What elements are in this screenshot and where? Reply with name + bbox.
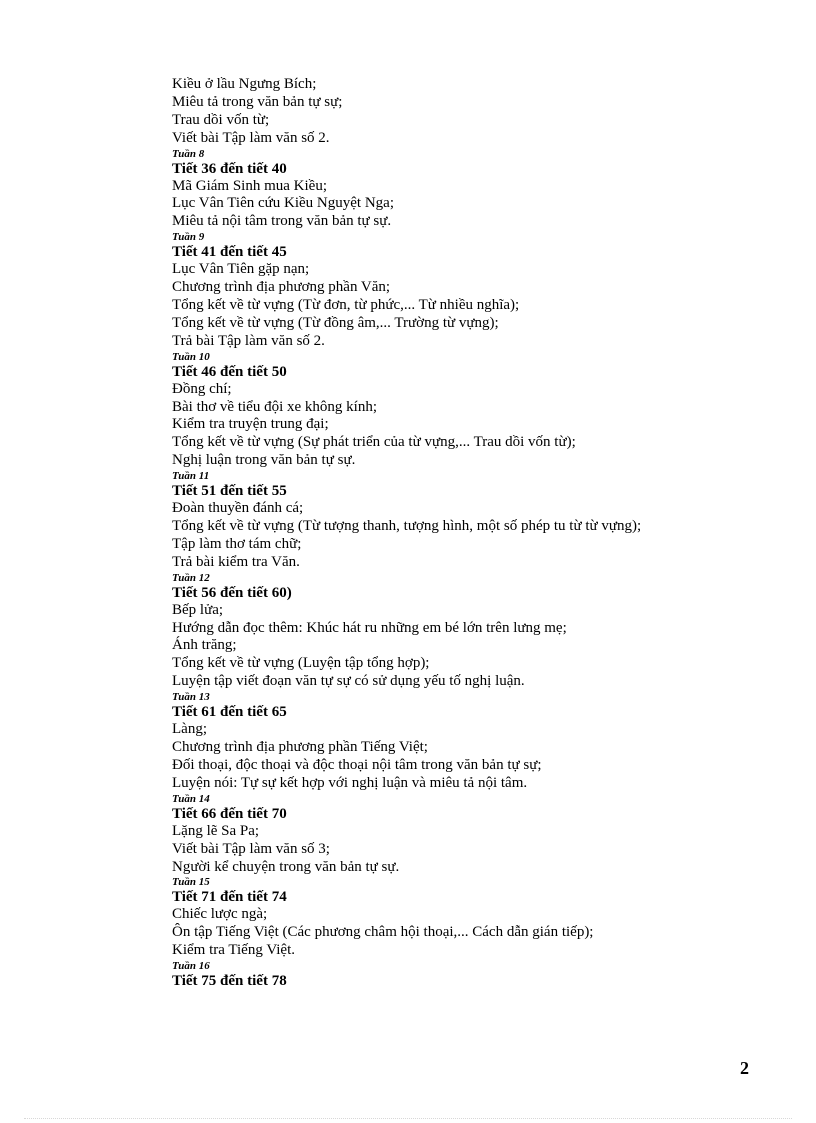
lesson-line: Lục Vân Tiên cứu Kiều Nguyệt Nga;: [172, 195, 394, 212]
lesson-line: Bài thơ về tiểu đội xe không kính;: [172, 398, 377, 415]
syllabus-content: [172, 76, 792, 990]
period-range-heading: Tiết 75 đến tiết 78: [172, 973, 287, 990]
lesson-line: Làng;: [172, 721, 207, 738]
period-range-heading: Tiết 71 đến tiết 74: [172, 889, 287, 906]
lesson-line: Kiểm tra Tiếng Việt.: [172, 942, 295, 959]
lesson-line: Mã Giám Sinh mua Kiều;: [172, 177, 327, 194]
period-range-heading: Tiết 41 đến tiết 45: [172, 244, 287, 261]
lesson-line: Luyện tập viết đoạn văn tự sự có sử dụng yếu tố nghị luận.: [172, 673, 525, 690]
week-heading: Tuần 12: [172, 571, 210, 584]
lesson-line: Chiếc lược ngà;: [172, 906, 268, 923]
lesson-line: Đối thoại, độc thoại và độc thoại nội tâm trong văn bản tự sự;: [172, 756, 542, 773]
week-heading: Tuần 8: [172, 147, 205, 160]
lesson-line: Trả bài Tập làm văn số 2.: [172, 332, 325, 349]
lesson-line: Tổng kết về từ vựng (Luyện tập tổng hợp);: [172, 655, 430, 672]
lesson-line: Nghị luận trong văn bản tự sự.: [172, 452, 356, 469]
period-range-heading: Tiết 46 đến tiết 50: [172, 363, 287, 380]
lesson-line: Đồng chí;: [172, 380, 232, 397]
period-range-heading: Tiết 51 đến tiết 55: [172, 483, 287, 500]
lesson-line: Hướng dẫn đọc thêm: Khúc hát ru những em bé lớn trên lưng mẹ;: [172, 619, 567, 636]
lesson-line: Chương trình địa phương phần Tiếng Việt;: [172, 739, 428, 756]
lesson-line: Tập làm thơ tám chữ;: [172, 535, 302, 552]
lesson-line: Lục Vân Tiên gặp nạn;: [172, 261, 310, 278]
lesson-line: Tổng kết về từ vựng (Từ tượng thanh, tượng hình, một số phép tu từ từ vựng);: [172, 518, 642, 535]
lesson-line: Lặng lẽ Sa Pa;: [172, 822, 260, 839]
page-bottom-divider: [24, 1118, 792, 1119]
week-heading: Tuần 15: [172, 876, 210, 889]
lesson-line: Ánh trăng;: [172, 637, 237, 654]
lesson-line: Đoàn thuyền đánh cá;: [172, 500, 304, 517]
lesson-line: Trau dồi vốn từ;: [172, 111, 270, 128]
lesson-line: Tổng kết về từ vựng (Từ đơn, từ phức,... Từ nhiều nghĩa);: [172, 297, 520, 314]
lesson-line: Luyện nói: Tự sự kết hợp với nghị luận và miêu tả nội tâm.: [172, 774, 528, 791]
lesson-line: Miêu tả trong văn bản tự sự;: [172, 93, 343, 110]
week-heading: Tuần 10: [172, 350, 210, 363]
lesson-line: Kiều ở lầu Ngưng Bích;: [172, 76, 317, 92]
page-number: 2: [740, 1058, 749, 1078]
lesson-line: Tổng kết về từ vựng (Sự phát triển của từ vựng,... Trau dồi vốn từ);: [172, 434, 576, 451]
lesson-line: Viết bài Tập làm văn số 3;: [172, 840, 330, 857]
lesson-line: Người kể chuyện trong văn bản tự sự.: [172, 858, 400, 875]
week-heading: Tuần 14: [172, 792, 210, 805]
week-heading: Tuần 11: [172, 470, 210, 483]
period-range-heading: Tiết 61 đến tiết 65: [172, 704, 287, 721]
lesson-line: Miêu tả nội tâm trong văn bản tự sự.: [172, 213, 392, 230]
period-range-heading: Tiết 56 đến tiết 60): [172, 584, 292, 601]
week-heading: Tuần 16: [172, 960, 210, 973]
lesson-line: Ôn tập Tiếng Việt (Các phương châm hội thoại,... Cách dẫn gián tiếp);: [172, 924, 594, 941]
lesson-line: Kiểm tra truyện trung đại;: [172, 416, 329, 433]
lesson-line: Trả bài kiểm tra Văn.: [172, 553, 300, 570]
lesson-line: Viết bài Tập làm văn số 2.: [172, 129, 330, 146]
lesson-line: Chương trình địa phương phần Văn;: [172, 279, 391, 296]
period-range-heading: Tiết 36 đến tiết 40: [172, 160, 287, 177]
period-range-heading: Tiết 66 đến tiết 70: [172, 805, 287, 822]
lesson-line: Bếp lửa;: [172, 601, 224, 618]
week-heading: Tuần 13: [172, 691, 210, 704]
week-heading: Tuần 9: [172, 231, 205, 244]
lesson-line: Tổng kết về từ vựng (Từ đồng âm,... Trường từ vựng);: [172, 314, 499, 331]
